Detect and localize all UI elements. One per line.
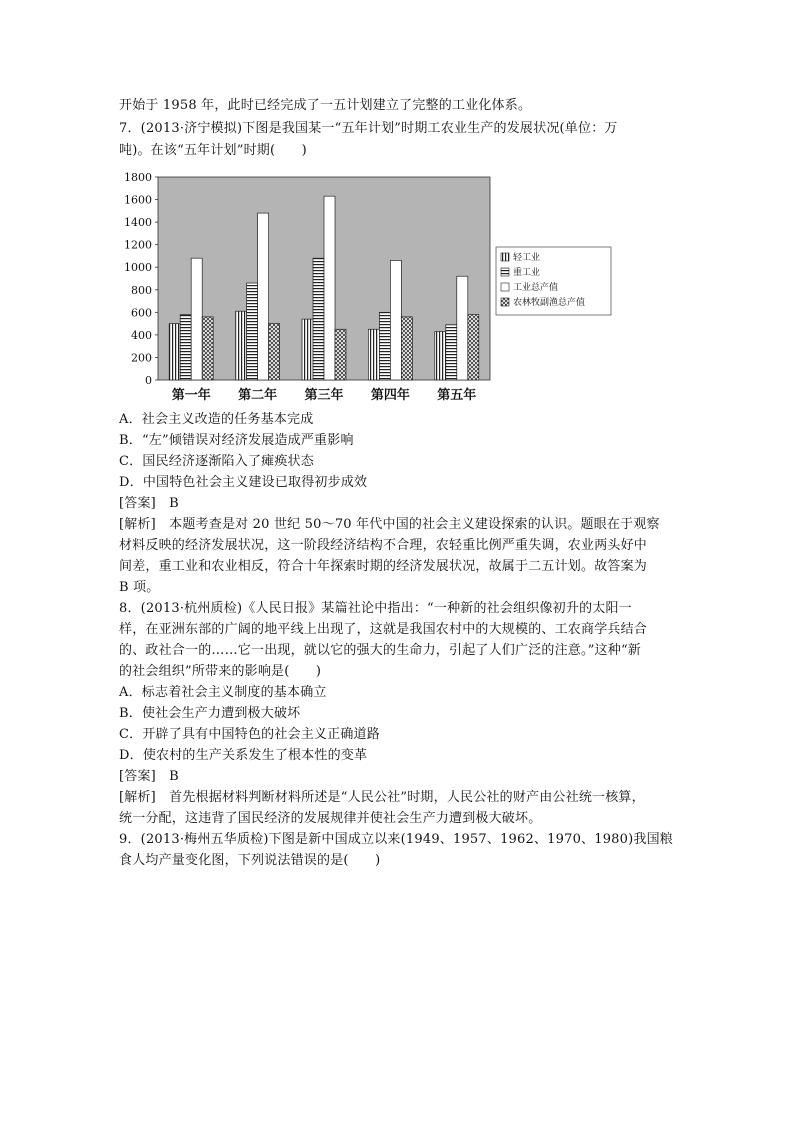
question-8-answer: [答案] B xyxy=(119,769,179,784)
y-tick-label: 0 xyxy=(145,374,152,387)
question-8-option-c: C．开辟了具有中国特色的社会主义正确道路 xyxy=(119,727,380,742)
question-8-stem: 的社会组织”所带来的影响是( ) xyxy=(119,664,322,679)
y-tick-label: 1800 xyxy=(124,171,152,184)
legend-swatch xyxy=(501,253,509,261)
bar xyxy=(335,329,346,380)
legend-label: 重工业 xyxy=(513,268,541,278)
question-8-stem: 的、政社合一的……它一出现，就以它的强大的生命力，引起了人们广泛的注意。”这种“新 xyxy=(119,643,641,658)
y-tick-label: 800 xyxy=(131,283,152,297)
bar xyxy=(446,325,457,380)
question-7-option-c: C．国民经济逐渐陷入了瘫痪状态 xyxy=(119,454,314,469)
y-tick-label: 1400 xyxy=(124,216,152,230)
bar xyxy=(169,324,180,380)
question-7-stem: 7．(2013·济宁模拟)下图是我国某一“五年计划”时期工农业生产的发展状况(单位：万 xyxy=(119,121,618,136)
question-9-stem: 9．(2013·梅州五华质检)下图是新中国成立以来(1949、1957、1962、1970、1980)我国粮 xyxy=(119,832,673,847)
question-7-option-d: D．中国特色社会主义建设已取得初步成效 xyxy=(119,475,368,490)
bar xyxy=(191,258,202,380)
question-7-analysis: B 项。 xyxy=(119,580,160,595)
legend-label: 农林牧副渔总产值 xyxy=(513,298,586,308)
x-category-label: 第二年 xyxy=(238,388,278,403)
question-8-option-d: D．使农村的生产关系发生了根本性的变革 xyxy=(119,748,368,763)
question-9-stem: 食人均产量变化图，下列说法错误的是( ) xyxy=(119,853,381,868)
question-7-option-b: B．“左”倾错误对经济发展造成严重影响 xyxy=(119,433,354,448)
bar xyxy=(390,260,401,380)
question-8-stem: 8．(2013·杭州质检)《人民日报》某篇社论中指出：“一种新的社会组织像初升的太阳一 xyxy=(119,601,632,616)
y-tick-label: 200 xyxy=(131,351,152,365)
bar xyxy=(236,311,247,380)
bar xyxy=(324,196,335,380)
question-7-answer: [答案] B xyxy=(119,496,179,511)
question-7-analysis: 材料反映的经济发展状况，这一阶段经济结构不合理，农轻重比例严重失调，农业两头好中 xyxy=(119,538,648,553)
bar xyxy=(468,315,479,380)
bar xyxy=(180,315,191,380)
y-tick-label: 1200 xyxy=(124,238,152,252)
question-8-option-a: A．标志着社会主义制度的基本确立 xyxy=(119,685,327,700)
question-7-stem: 吨)。在该“五年计划”时期( ) xyxy=(119,143,307,158)
x-category-label: 第五年 xyxy=(437,388,477,403)
legend-swatch xyxy=(501,298,509,306)
bar xyxy=(247,283,258,380)
bar xyxy=(313,258,324,380)
x-category-label: 第三年 xyxy=(304,388,344,403)
legend-label: 工业总产值 xyxy=(513,283,559,293)
legend-label: 轻工业 xyxy=(513,253,541,263)
y-tick-label: 600 xyxy=(131,306,152,320)
legend-swatch xyxy=(501,283,509,291)
question-8-analysis: 统一分配，这违背了国民经济的发展规律并使社会生产力遭到极大破坏。 xyxy=(119,811,542,826)
question-8-option-b: B．使社会生产力遭到极大破坏 xyxy=(119,706,301,721)
text-line: 开始于 1958 年，此时已经完成了一五计划建立了完整的工业化体系。 xyxy=(119,98,532,113)
y-tick-label: 1600 xyxy=(124,193,152,207)
question-8-analysis: [解析] 首先根据材料判断材料所述是“人民公社”时期，人民公社的财产由公社统一核算， xyxy=(119,790,645,805)
legend-swatch xyxy=(501,268,509,276)
bar xyxy=(401,317,412,380)
bar xyxy=(435,332,446,380)
bar xyxy=(202,317,213,380)
x-category-label: 第一年 xyxy=(171,388,211,403)
bar-chart xyxy=(118,165,628,410)
bar xyxy=(457,276,468,380)
question-8-stem: 样，在亚洲东部的广阔的地平线上出现了，这就是我国农村中的大规模的、工农商学兵结合 xyxy=(119,622,648,637)
bar xyxy=(269,324,280,380)
bar xyxy=(379,312,390,380)
y-tick-label: 1000 xyxy=(124,261,152,275)
bar xyxy=(368,329,379,380)
bar xyxy=(258,213,269,380)
question-7-option-a: A．社会主义改造的任务基本完成 xyxy=(119,412,314,427)
question-7-analysis: 间差，重工业和农业相反，符合十年探索时期的经济发展状况，故属于二五计划。故答案为 xyxy=(119,559,648,574)
bar xyxy=(302,319,313,380)
y-tick-label: 400 xyxy=(131,328,152,342)
x-category-label: 第四年 xyxy=(370,388,410,403)
question-7-analysis: [解析] 本题考查是对 20 世纪 50～70 年代中国的社会主义建设探索的认识。题眼在于观察 xyxy=(119,517,660,532)
